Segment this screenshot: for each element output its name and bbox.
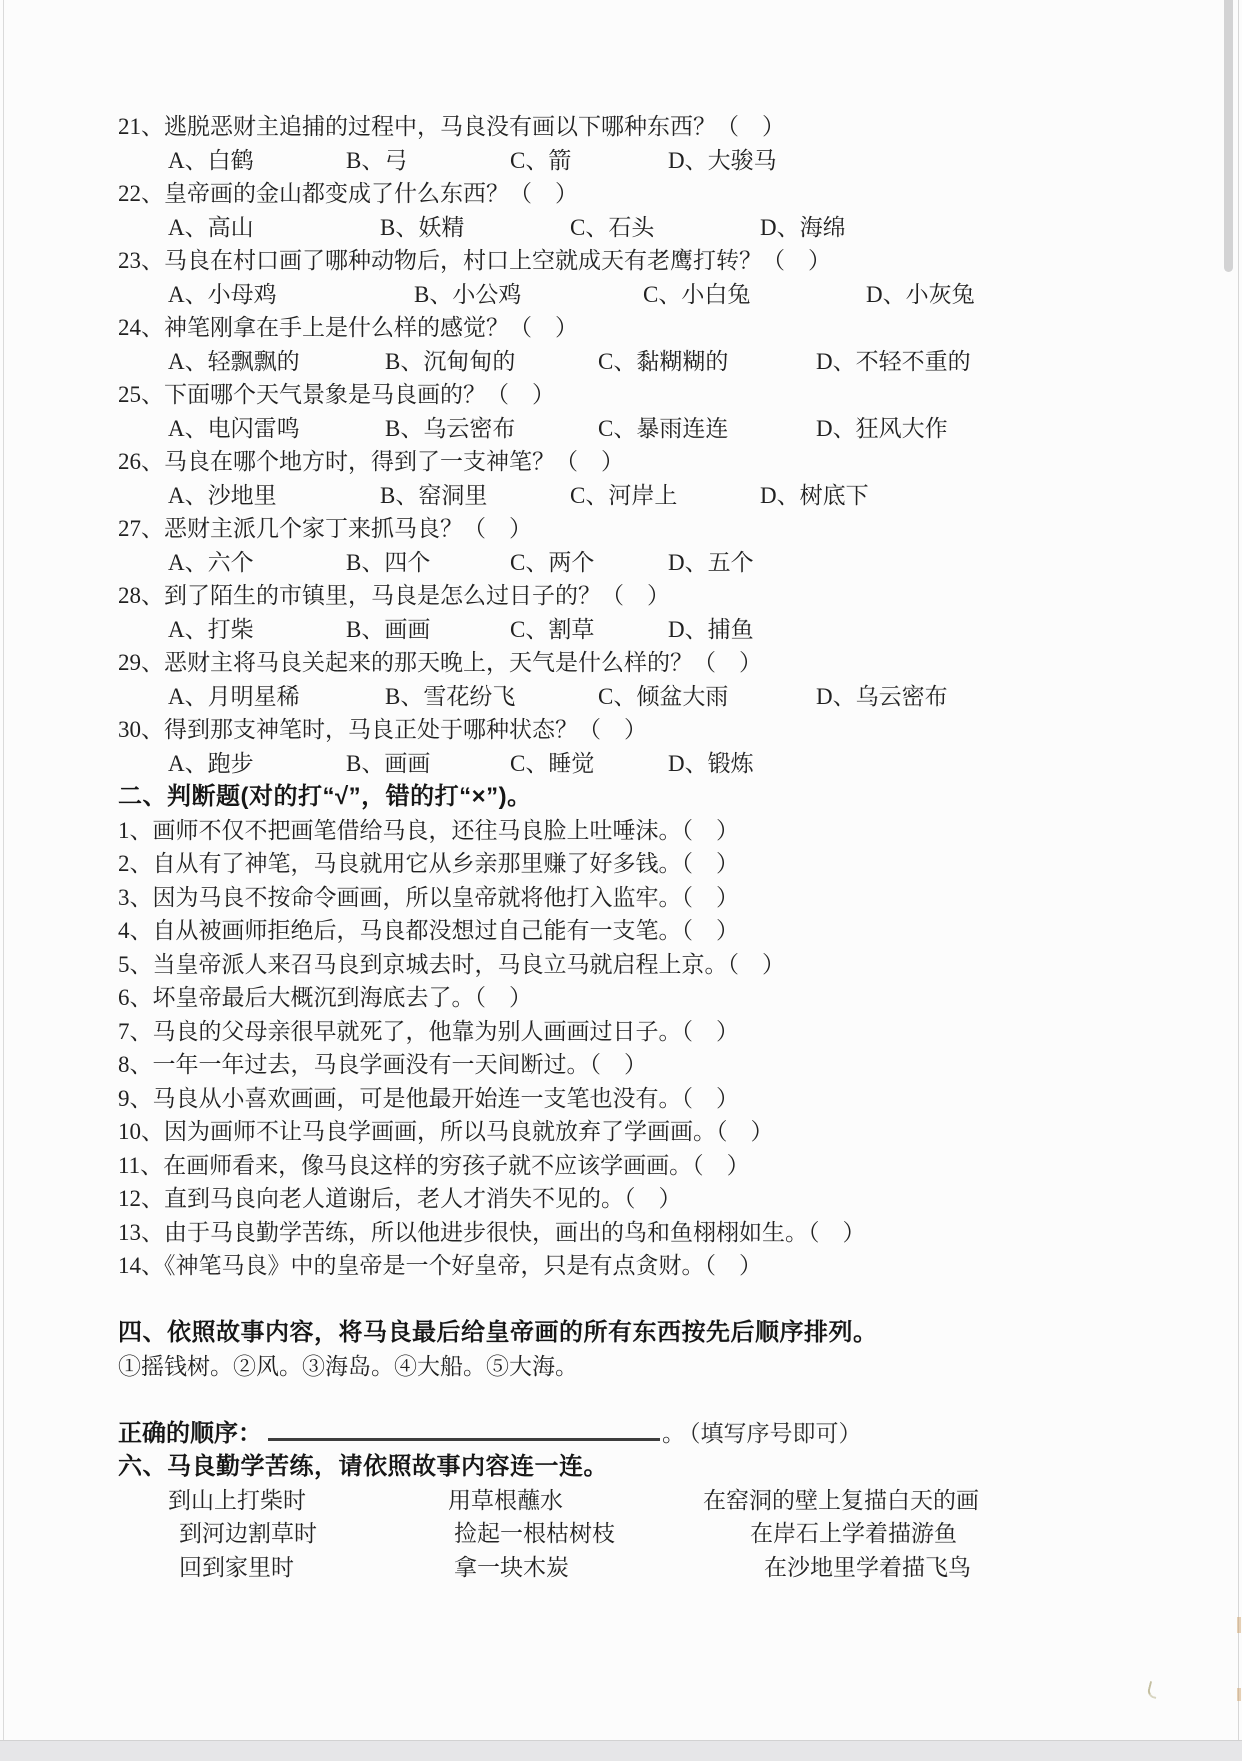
tf-item: 5、当皇帝派人来召马良到京城去时，马良立马就启程上京。（ ） (118, 951, 785, 977)
order-hint: （填写序号即可） (689, 1420, 862, 1446)
mc-option: B、画画 (346, 750, 431, 776)
tf-item: 13、由于马良勤学苦练，所以他进步很快，画出的鸟和鱼栩栩如生。（ ） (118, 1219, 866, 1245)
blank-line (118, 1283, 1178, 1317)
mc-option: B、沉甸甸的 (385, 348, 516, 374)
match-row (118, 1551, 1178, 1585)
mc-option: A、六个 (168, 549, 254, 575)
mc-question: 22、皇帝画的金山都变成了什么东西？（ ） (118, 181, 578, 206)
match-left: 回到家里时 (179, 1554, 294, 1580)
mc-question: 24、神笔刚拿在手上是什么样的感觉？（ ） (118, 315, 578, 340)
mc-option: D、大骏马 (668, 147, 777, 173)
mc-options-row (118, 345, 1178, 379)
mc-options-row (118, 747, 1178, 781)
tf-item: 11、在画师看来，像马良这样的穷孩子就不应该学画画。（ ） (118, 1152, 750, 1178)
mc-options-row (118, 211, 1178, 245)
mc-options-row (118, 412, 1178, 446)
mc-option: D、狂风大作 (816, 415, 948, 441)
match-middle: 拿一块木炭 (454, 1554, 569, 1580)
mc-option: A、小母鸡 (168, 281, 277, 307)
tf-item: 4、自从被画师拒绝后，马良都没想过自己能有一支笔。（ ） (118, 918, 739, 943)
match-row (118, 1484, 1178, 1518)
mc-question: 26、马良在哪个地方时，得到了一支神笔？（ ） (118, 449, 624, 474)
mc-option: A、电闪雷鸣 (168, 415, 300, 441)
order-label: 正确的顺序： (118, 1419, 262, 1447)
mc-option: C、倾盆大雨 (598, 683, 729, 709)
mc-options-row (118, 680, 1178, 714)
mc-option: B、小公鸡 (414, 281, 522, 307)
mc-question: 21、逃脱恶财主追捕的过程中，马良没有画以下哪种东西？（ ） (118, 114, 785, 139)
mc-question: 30、得到那支神笔时，马良正处于哪种状态？（ ） (118, 717, 647, 742)
edge-speck (1237, 1617, 1241, 1633)
mc-option: C、箭 (510, 147, 572, 173)
mc-option: A、白鹤 (168, 147, 254, 173)
page-edge-left (3, 0, 4, 1740)
mc-option: A、轻飘飘的 (168, 348, 300, 374)
order-answer-line (118, 1417, 1178, 1451)
mc-option: C、石头 (570, 214, 655, 240)
mc-question: 27、恶财主派几个家丁来抓马良？（ ） (118, 516, 532, 541)
match-middle: 捡起一根枯树枝 (454, 1521, 615, 1546)
mc-option: D、乌云密布 (816, 683, 948, 709)
mc-options-row (118, 278, 1178, 312)
mc-option: B、乌云密布 (385, 415, 516, 441)
mc-option: A、沙地里 (168, 482, 277, 508)
mc-option: D、海绵 (760, 214, 846, 240)
tf-item: 9、马良从小喜欢画画，可是他最开始连一支笔也没有。（ ） (118, 1085, 739, 1111)
mc-options-row (118, 144, 1178, 178)
match-right: 在沙地里学着描飞鸟 (764, 1554, 971, 1580)
mc-option: C、两个 (510, 549, 595, 575)
match-left: 到山上打柴时 (168, 1487, 306, 1513)
section4-options-line: ①摇钱树。②风。③海岛。④大船。⑤大海。 (118, 1353, 578, 1379)
period-mark: 。 (662, 1420, 685, 1446)
mc-option: B、妖精 (380, 214, 465, 240)
mc-option: C、割草 (510, 616, 595, 642)
mc-option: C、睡觉 (510, 750, 595, 776)
match-middle: 用草根蘸水 (448, 1487, 563, 1513)
tf-item: 2、自从有了神笔，马良就用它从乡亲那里赚了好多钱。（ ） (118, 851, 739, 876)
match-left: 到河边割草时 (179, 1521, 317, 1546)
section2-header: 二、判断题(对的打“√”，错的打“×”)。 (118, 783, 532, 810)
mc-question: 29、恶财主将马良关起来的那天晚上，天气是什么样的？（ ） (118, 650, 762, 675)
scrollbar-thumb[interactable] (1224, 0, 1233, 272)
mc-option: B、画画 (346, 616, 431, 642)
tf-item: 12、直到马良向老人道谢后，老人才消失不见的。（ ） (118, 1186, 682, 1211)
tf-item: 8、一年一年过去，马良学画没有一天间断过。（ ） (118, 1052, 647, 1077)
mc-option: C、暴雨连连 (598, 415, 729, 441)
mc-option: D、不轻不重的 (816, 348, 971, 374)
tf-item: 6、坏皇帝最后大概沉到海底去了。（ ） (118, 985, 532, 1010)
match-right: 在岸石上学着描游鱼 (750, 1521, 957, 1546)
mc-option: D、锻炼 (668, 750, 754, 776)
mc-option: A、月明星稀 (168, 683, 300, 709)
tf-item: 14、《神笔马良》中的皇帝是一个好皇帝，只是有点贪财。（ ） (118, 1253, 762, 1278)
mc-question: 25、下面哪个天气景象是马良画的？（ ） (118, 382, 555, 407)
tf-item: 10、因为画师不让马良学画画，所以马良就放弃了学画画。（ ） (118, 1119, 774, 1144)
match-right: 在窑洞的壁上复描白天的画 (703, 1487, 979, 1513)
blank-line (118, 1383, 1178, 1417)
section6-header: 六、马良勤学苦练，请依照故事内容连一连。 (118, 1453, 608, 1480)
mc-option: D、捕鱼 (668, 616, 754, 642)
viewer-background-strip (0, 1740, 1242, 1761)
section4-header: 四、依照故事内容，将马良最后给皇帝画的所有东西按先后顺序排列。 (118, 1319, 878, 1346)
mc-option: A、跑步 (168, 750, 254, 776)
tf-item: 1、画师不仅不把画笔借给马良，还往马良脸上吐唾沫。（ ） (118, 817, 739, 843)
mc-option: B、四个 (346, 549, 431, 575)
mc-options-row (118, 613, 1178, 647)
mc-option: C、小白兔 (643, 281, 751, 307)
mc-option: C、河岸上 (570, 482, 678, 508)
tf-item: 7、马良的父母亲很早就死了，他靠为别人画画过日子。（ ） (118, 1018, 739, 1044)
mc-question: 28、到了陌生的市镇里，马良是怎么过日子的？（ ） (118, 583, 670, 608)
mc-question: 23、马良在村口画了哪种动物后，村口上空就成天有老鹰打转？（ ） (118, 248, 831, 273)
mc-option: A、高山 (168, 214, 254, 240)
mc-option: D、小灰兔 (866, 281, 975, 307)
answer-blank-line (268, 1418, 660, 1441)
mc-option: B、窑洞里 (380, 482, 488, 508)
mc-option: B、雪花纷飞 (385, 683, 516, 709)
match-row (118, 1517, 1178, 1551)
mc-option: B、弓 (346, 147, 408, 173)
worksheet-content (118, 110, 1178, 1584)
mc-option: C、黏糊糊的 (598, 348, 729, 374)
tf-item: 3、因为马良不按命令画画，所以皇帝就将他打入监牢。（ ） (118, 884, 739, 910)
mc-option: A、打柴 (168, 616, 254, 642)
mc-option: D、树底下 (760, 482, 869, 508)
mc-options-row (118, 546, 1178, 580)
edge-speck (1237, 1688, 1241, 1701)
page-edge-right (1238, 0, 1239, 1740)
mc-option: D、五个 (668, 549, 754, 575)
mc-options-row (118, 479, 1178, 513)
smudge-mark (1146, 1681, 1160, 1699)
